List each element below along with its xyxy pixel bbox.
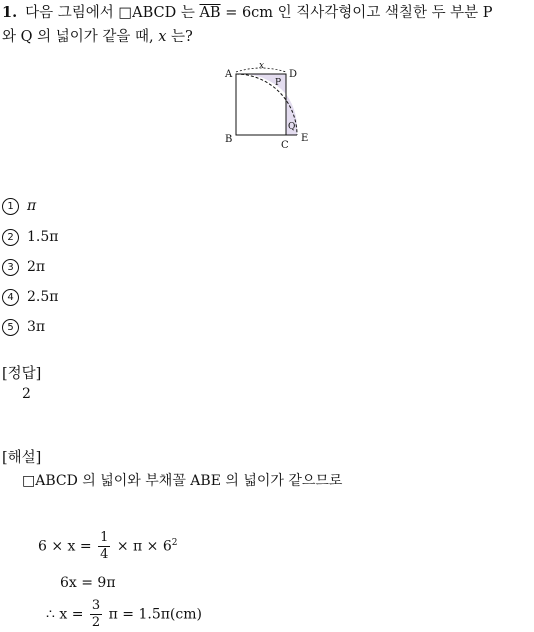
choice-text-2: 1.5π — [27, 229, 59, 245]
choice-marker-4: 4 — [2, 289, 19, 306]
choice-4[interactable] — [2, 288, 58, 306]
choice-2[interactable] — [2, 228, 58, 246]
question-number: 1. — [2, 4, 18, 21]
label-x: x — [259, 62, 265, 71]
choice-text-1: π — [27, 198, 37, 214]
explanation-text: □ABCD 의 넓이와 부채꼴 ABE 의 넓이가 같으므로 — [22, 473, 343, 489]
choice-text-5: 3π — [27, 319, 46, 335]
label-p: P — [275, 78, 282, 88]
choice-marker-1: 1 — [2, 198, 19, 215]
label-c: C — [281, 140, 289, 148]
question-text-2a: 와 Q 의 넓이가 같을 때, — [2, 29, 159, 45]
explanation-heading: [해설] — [2, 450, 42, 466]
question-text-1b: = 6cm 인 직사각형이고 색칠한 두 부분 P — [220, 5, 493, 21]
label-d: D — [289, 69, 298, 80]
question-line-2 — [2, 27, 193, 47]
label-b: B — [225, 134, 233, 145]
choice-1[interactable] — [2, 197, 36, 215]
eq1-denominator: 4 — [100, 547, 109, 562]
choice-3[interactable] — [2, 258, 45, 276]
eq3-right: π = 1.5π(cm) — [108, 606, 202, 623]
variable-x: x — [158, 29, 167, 45]
eq1-right: × π × 6 — [116, 538, 172, 555]
equation-3 — [46, 598, 202, 631]
eq3-fraction — [90, 598, 102, 631]
eq3-numerator: 3 — [91, 598, 101, 613]
equation-1 — [38, 530, 177, 563]
eq3-denominator: 2 — [91, 615, 101, 630]
segment-ab: $\overline{AB}$ — [199, 5, 221, 21]
figure-svg — [222, 62, 314, 148]
question-text-2b: 는? — [166, 29, 193, 45]
label-e: E — [301, 133, 309, 144]
choice-marker-3: 3 — [2, 259, 19, 276]
choice-text-4: 2.5π — [27, 289, 59, 305]
choice-marker-5: 5 — [2, 319, 19, 336]
label-q: Q — [288, 122, 296, 132]
equation-2: 6x = 9π — [60, 575, 116, 591]
choice-marker-2: 2 — [2, 229, 19, 246]
label-a: A — [225, 69, 233, 80]
eq3-left: ∴ x = — [46, 606, 84, 623]
choice-text-3: 2π — [27, 259, 46, 275]
answer-heading: [정답] — [2, 366, 42, 382]
question-line-1 — [2, 3, 493, 23]
eq1-exponent: 2 — [171, 537, 178, 548]
eq1-left: 6 × x = — [38, 538, 92, 555]
geometry-figure — [222, 62, 314, 148]
answer-value: 2 — [22, 386, 31, 402]
choice-5[interactable] — [2, 318, 45, 336]
eq1-fraction — [98, 530, 110, 563]
eq1-numerator: 1 — [100, 530, 109, 545]
question-text-1a: 다음 그림에서 □ABCD 는 — [25, 5, 200, 21]
